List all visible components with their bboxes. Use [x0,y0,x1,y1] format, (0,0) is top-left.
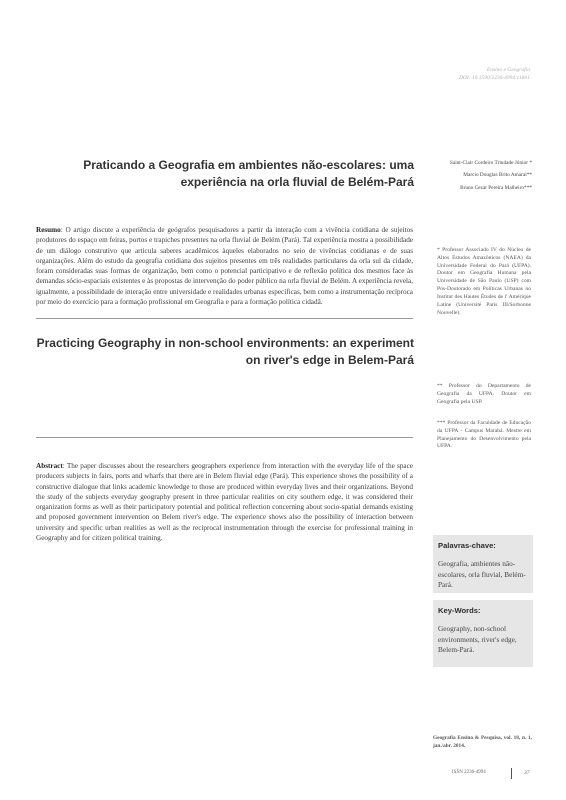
journal-tag [459,66,530,83]
abstract-pt-label: Resumo [36,226,61,234]
abstract-pt-text: : O artigo discute a experiência de geógrafos pesquisadores a partir da interação com a vivência cotidiana de sujeitos produtores do espaço em feiras, portos e trapiches presentes na orla fluvial de Belém (Pará). Tal experiência mostra a possibilidade de um diálogo construtivo que articula saberes acadêmicos àqueles elaborados no seio de vivências cotidianas e de suas organizações. Além do estudo da geografia cotidiana dos sujeitos presentes em três realidades particulares da orla sul da cidade, foram consideradas suas formas de organização, bem como o potencial participativo e de reflexão política dos mesmos face às demandas sócio-espaciais existentes e às propostas de intervenção do poder público na orla fluvial de Belém. A experiência revela, igualmente, a possibilidade de interação entre universidade e realidades urbanas específicas, bem como a instrumentação recíproca por meio do exercício para a formação profissional em Geografia e para a formação política cidadã. [36,226,413,307]
keywords-en-text: Geography, non-school environments, river's edge, Belem-Pará. [438,624,517,654]
abstract-en-text: : The paper discusses about the researchers geographers experience from interaction with the everyday life of the space producers subjects in fairs, ports and wharfs that there are in Belem fluvial edge (Pará). This experience shows the possibility of a constructive dialogue that links academic knowledge to those are produced within everyday lives and their organizations. Beyond the study of the subjects everyday geography present in three particular realities on city southern edge, it was considered their organization forms as well as their participatory potential and political reflection concerning about socio-spatial demands existing and proposed government intervention on Belem river's edge. The experience shows also the possibility of interaction between university and specific urban realities as well as the reciprocal instrumentation through the exercise for professional training in Geography and for citizen political training. [36,462,413,543]
article-title-pt: Praticando a Geografia em ambientes não-escolares: uma experiência na orla fluvial de Belém-Pará [83,158,414,190]
abstract-en-label: Abstract [36,462,63,470]
journal-tag-line1: Ensino e Geografia [486,67,530,73]
author-note-1: * Professor Associado IV do Núcleo de Altos Estudos Amazônicos (NAEA) da Universidade Federal do Pará (UFPA). Doutor em Geografia Humana pela Universidade de São Paulo (USP) com Pós-Doutorado em Políticas Urbanas no Institut des Hautes Études de l' Amérique Latine (Université Paris III/Sorbonne Nouvelle). [437,247,531,316]
keywords-pt-text: Geografia, ambientes não-escolares, orla fluvial, Belém-Pará. [438,559,526,589]
author-3: Bruno Cezar Pereira Malheiro*** [460,184,532,191]
keywords-en-box [433,600,533,667]
abstract-pt [36,225,413,307]
keywords-pt-title: Palavras-chave: [438,541,496,550]
journal-reference: Geografia Ensino & Pesquisa, vol. 18, n. 1, jan./abr. 2014. [433,735,532,750]
author-note-2: ** Professor do Departamento de Geografia da UFPA. Doutor em Geografia pela USP. [437,383,531,405]
abstract-en [36,461,413,543]
author-2: Marcio Douglas Brito Amaral** [463,172,532,179]
keywords-en-title: Key-Words: [438,606,481,615]
author-list [430,157,532,194]
author-note-3: *** Professor da Faculdade de Educação da UFPA - Campus Marabá. Mestre em Planejamento do Desenvolvimento pela UFPA. [437,420,531,450]
author-1: Saint-Clair Cordeiro Trindade Júnior * [449,160,532,166]
divider-top [36,318,413,319]
page-number: 37 [524,770,530,776]
issn: ISSN 2236-4994 [452,770,486,775]
article-title-en: Practicing Geography in non-school environments: an experiment on river's edge in Belem-Pará [36,336,414,368]
keywords-pt-box [433,535,533,593]
journal-tag-line2: DOI: 10.1590/2236-4994.v18n1 [458,75,530,82]
divider-bottom [36,437,413,438]
footer-separator [511,768,512,779]
